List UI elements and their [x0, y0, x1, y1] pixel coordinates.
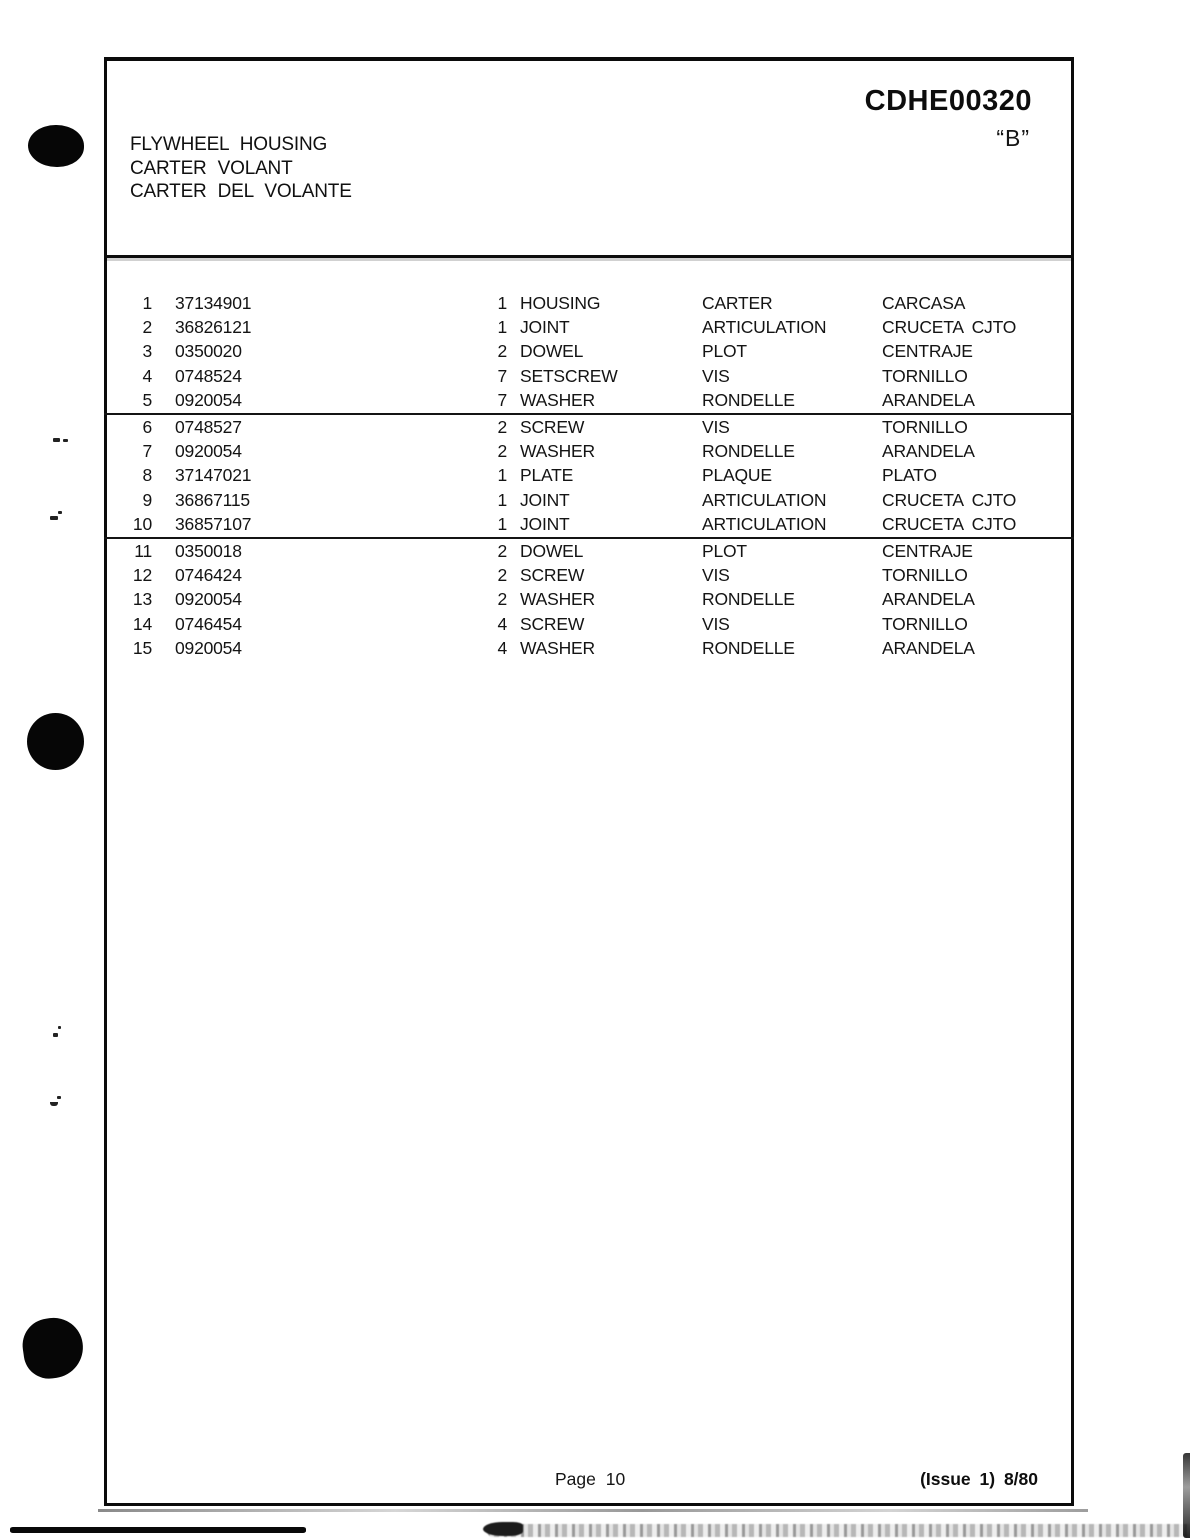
title-french: CARTER VOLANT: [130, 157, 293, 179]
cell-item: 6: [142, 416, 152, 437]
cell-name_fr: ARTICULATION: [702, 317, 827, 338]
cell-name_es: ARANDELA: [882, 390, 975, 411]
cell-part_number: 0350020: [175, 341, 242, 362]
cell-item: 3: [142, 341, 152, 362]
cell-name_en: DOWEL: [520, 540, 584, 561]
cell-name_fr: PLOT: [702, 540, 747, 561]
table-row-group: [104, 537, 1074, 661]
issue-label: (Issue 1) 8/80: [920, 1469, 1038, 1489]
cell-qty: 2: [497, 341, 507, 362]
scan-edge-echo: [98, 1509, 1088, 1512]
binder-hole-mark: [27, 713, 84, 770]
cell-qty: 1: [497, 317, 507, 338]
cell-part_number: 0350018: [175, 540, 242, 561]
cell-name_fr: PLAQUE: [702, 465, 772, 486]
cell-name_en: SCREW: [520, 564, 585, 585]
cell-name_es: TORNILLO: [882, 564, 968, 585]
cell-qty: 1: [497, 292, 507, 313]
cell-item: 8: [142, 465, 152, 486]
scan-grunge-strip: [487, 1524, 1190, 1537]
cell-name_es: ARANDELA: [882, 589, 975, 610]
cell-qty: 2: [497, 589, 507, 610]
cell-part_number: 0746454: [175, 613, 242, 634]
cell-part_number: 36857107: [175, 514, 252, 535]
cell-name_es: CRUCETA CJTO: [882, 514, 1017, 535]
table-row: [104, 340, 1074, 364]
scan-black-bar: [10, 1527, 306, 1533]
cell-item: 7: [142, 441, 152, 462]
cell-name_en: JOINT: [520, 317, 570, 338]
binder-hole-mark: [28, 125, 84, 167]
table-row: [104, 612, 1074, 636]
table-row: [104, 563, 1074, 587]
table-row: [104, 389, 1074, 413]
cell-item: 5: [142, 390, 152, 411]
title-english: FLYWHEEL HOUSING: [130, 134, 328, 155]
cell-item: 12: [132, 564, 152, 585]
cell-name_en: WASHER: [520, 441, 595, 462]
cell-qty: 7: [497, 365, 507, 386]
cell-item: 4: [142, 365, 152, 386]
cell-part_number: 37134901: [175, 292, 252, 313]
cell-item: 1: [142, 292, 152, 313]
cell-item: 2: [142, 317, 152, 338]
cell-name_fr: RONDELLE: [702, 638, 795, 659]
cell-name_es: CENTRAJE: [882, 341, 973, 362]
cell-name_es: ARANDELA: [882, 441, 975, 462]
header-divider: [104, 255, 1074, 258]
cell-name_en: SETSCREW: [520, 365, 618, 386]
title-block: [130, 133, 352, 204]
table-row: [104, 291, 1074, 315]
cell-item: 14: [132, 613, 152, 634]
cell-name_fr: VIS: [702, 365, 730, 386]
cell-part_number: 37147021: [175, 465, 252, 486]
document-code: CDHE00320: [864, 85, 1032, 117]
cell-part_number: 0746424: [175, 564, 242, 585]
cell-part_number: 0920054: [175, 589, 242, 610]
table-row: [104, 415, 1074, 439]
table-row-group: [104, 291, 1074, 413]
cell-name_en: JOINT: [520, 489, 570, 510]
table-row: [104, 439, 1074, 463]
cell-name_en: HOUSING: [520, 292, 601, 313]
cell-name_fr: CARTER: [702, 292, 773, 313]
cell-name_fr: RONDELLE: [702, 589, 795, 610]
cell-part_number: 0920054: [175, 390, 242, 411]
cell-item: 10: [132, 514, 152, 535]
cell-name_en: WASHER: [520, 589, 595, 610]
cell-name_en: PLATE: [520, 465, 574, 486]
cell-name_fr: VIS: [702, 564, 730, 585]
cell-name_fr: RONDELLE: [702, 441, 795, 462]
table-row: [104, 539, 1074, 563]
cell-qty: 2: [497, 441, 507, 462]
cell-qty: 4: [497, 638, 507, 659]
cell-item: 11: [134, 540, 152, 561]
cell-qty: 2: [497, 540, 507, 561]
cell-name_es: CENTRAJE: [882, 540, 973, 561]
table-row: [104, 488, 1074, 512]
cell-name_es: TORNILLO: [882, 365, 968, 386]
page-frame: [104, 57, 1074, 1506]
cell-part_number: 0748527: [175, 416, 242, 437]
title-spanish: CARTER DEL VOLANTE: [130, 181, 352, 202]
cell-qty: 4: [497, 613, 507, 634]
table-row: [104, 513, 1074, 537]
cell-qty: 7: [497, 390, 507, 411]
cell-name_es: TORNILLO: [882, 416, 968, 437]
cell-item: 9: [142, 489, 152, 510]
cell-name_en: JOINT: [520, 514, 570, 535]
cell-qty: 1: [497, 465, 507, 486]
cell-qty: 2: [497, 416, 507, 437]
cell-name_fr: VIS: [702, 613, 730, 634]
table-row: [104, 364, 1074, 388]
table-row-group: [104, 413, 1074, 537]
binder-hole-mark: [19, 1314, 87, 1382]
cell-name_fr: RONDELLE: [702, 390, 795, 411]
page-number: Page 10: [555, 1469, 626, 1489]
cell-name_en: SCREW: [520, 416, 585, 437]
cell-name_es: ARANDELA: [882, 638, 975, 659]
table-row: [104, 588, 1074, 612]
document-revision: “B”: [996, 125, 1030, 151]
table-row: [104, 315, 1074, 339]
cell-item: 13: [132, 589, 152, 610]
cell-name_en: SCREW: [520, 613, 585, 634]
cell-name_en: WASHER: [520, 638, 595, 659]
cell-name_fr: PLOT: [702, 341, 747, 362]
cell-item: 15: [132, 638, 152, 659]
cell-part_number: 36867115: [175, 489, 250, 510]
cell-name_fr: ARTICULATION: [702, 489, 827, 510]
cell-name_es: CRUCETA CJTO: [882, 317, 1017, 338]
cell-part_number: 36826121: [175, 317, 252, 338]
table-row: [104, 636, 1074, 660]
cell-name_en: DOWEL: [520, 341, 584, 362]
cell-part_number: 0920054: [175, 441, 242, 462]
cell-name_fr: ARTICULATION: [702, 514, 827, 535]
table-row: [104, 464, 1074, 488]
cell-name_es: TORNILLO: [882, 613, 968, 634]
cell-name_es: CRUCETA CJTO: [882, 489, 1017, 510]
cell-qty: 2: [497, 564, 507, 585]
cell-name_fr: VIS: [702, 416, 730, 437]
cell-name_es: CARCASA: [882, 292, 966, 313]
parts-table: [104, 291, 1074, 661]
cell-part_number: 0920054: [175, 638, 242, 659]
cell-name_en: WASHER: [520, 390, 595, 411]
cell-name_es: PLATO: [882, 465, 937, 486]
scan-edge-smudge: [1183, 1453, 1190, 1538]
cell-qty: 1: [497, 514, 507, 535]
cell-part_number: 0748524: [175, 365, 242, 386]
cell-qty: 1: [497, 489, 507, 510]
